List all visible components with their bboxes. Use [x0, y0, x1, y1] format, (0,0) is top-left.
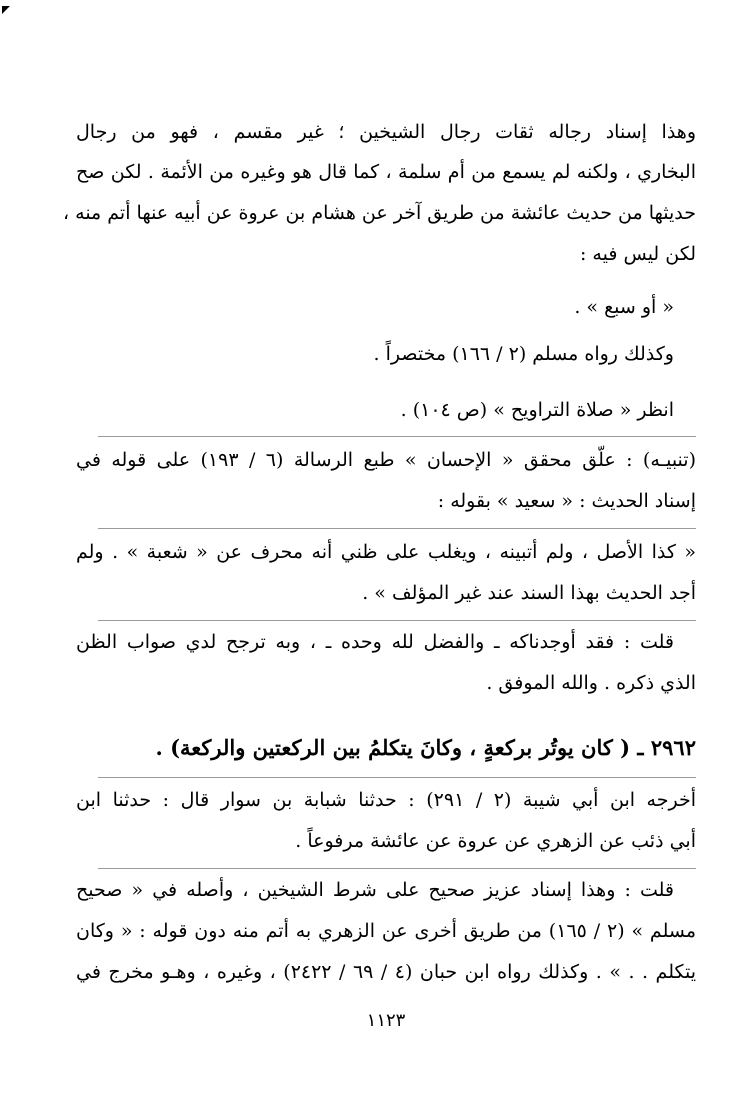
text-line: وكذلك رواه مسلم (٢ / ١٦٦) مختصراً . — [373, 343, 674, 365]
section-divider — [98, 436, 696, 437]
text-line: قلت : فقد أوجدناكه ـ والفضل لله وحده ـ ، وبه ترجح لدي صواب الظن — [76, 631, 674, 653]
section-divider — [98, 620, 696, 621]
corner-mark — [2, 6, 10, 14]
quote-line: « أو سبع » . — [574, 296, 674, 318]
quote-line: أجد الحديث بهذا السند عند غير المؤلف » . — [362, 582, 696, 604]
text-line: يتكلم . . » . وكذلك رواه ابن حبان (٤ / ٦٩ / ٢٤٢٢) ، وغيره ، وهـو مخرج في — [76, 961, 696, 983]
note-line: إسناد الحديث : « سعيد » بقوله : — [437, 490, 696, 512]
text-line: الذي ذكره . والله الموفق . — [486, 672, 696, 694]
text-line: لكن ليس فيه : — [579, 243, 696, 265]
section-divider — [98, 868, 696, 869]
page-body — [62, 0, 696, 1099]
quote-line: « كذا الأصل ، ولم أتبينه ، ويغلب على ظني أنه محرف عن « شعبة » . ولم — [76, 541, 696, 563]
text-line: انظر « صلاة التراويح » (ص ١٠٤) . — [400, 399, 674, 421]
text-line: وهذا إسناد رجاله ثقات رجال الشيخين ؛ غير مقسم ، فهو من رجال — [76, 121, 696, 143]
note-line: (تنبيـه) : علّق محقق « الإحسان » طبع الرسالة (٦ / ١٩٣) على قوله في — [76, 449, 696, 471]
page-number: ١١٢٣ — [366, 1010, 406, 1031]
text-line: البخاري ، ولكنه لم يسمع من أم سلمة ، كما قال هو وغيره من الأئمة . لكن صح — [76, 161, 696, 183]
text-line: مسلم » (٢ / ١٦٥) من طريق أخرى عن الزهري به أتم منه دون قوله : « وكان — [76, 920, 696, 942]
section-divider — [98, 528, 696, 529]
text-line: أبي ذئب عن الزهري عن عروة عن عائشة مرفوعاً . — [295, 830, 696, 852]
text-line: قلت : وهذا إسناد عزيز صحيح على شرط الشيخين ، وأصله في « صحيح — [76, 879, 674, 901]
hadith-heading: ٢٩٦٢ ـ ( كان يوتُر بركعةٍ ، وكانَ يتكلمُ بين الركعتين والركعة) . — [155, 735, 696, 760]
text-line: أخرجه ابن أبي شيبة (٢ / ٢٩١) : حدثنا شبابة بن سوار قال : حدثنا ابن — [76, 789, 696, 811]
section-divider — [98, 777, 696, 778]
text-line: حديثها من حديث عائشة من طريق آخر عن هشام بن عروة عن أبيه عنها أتم منه ، — [62, 202, 696, 224]
